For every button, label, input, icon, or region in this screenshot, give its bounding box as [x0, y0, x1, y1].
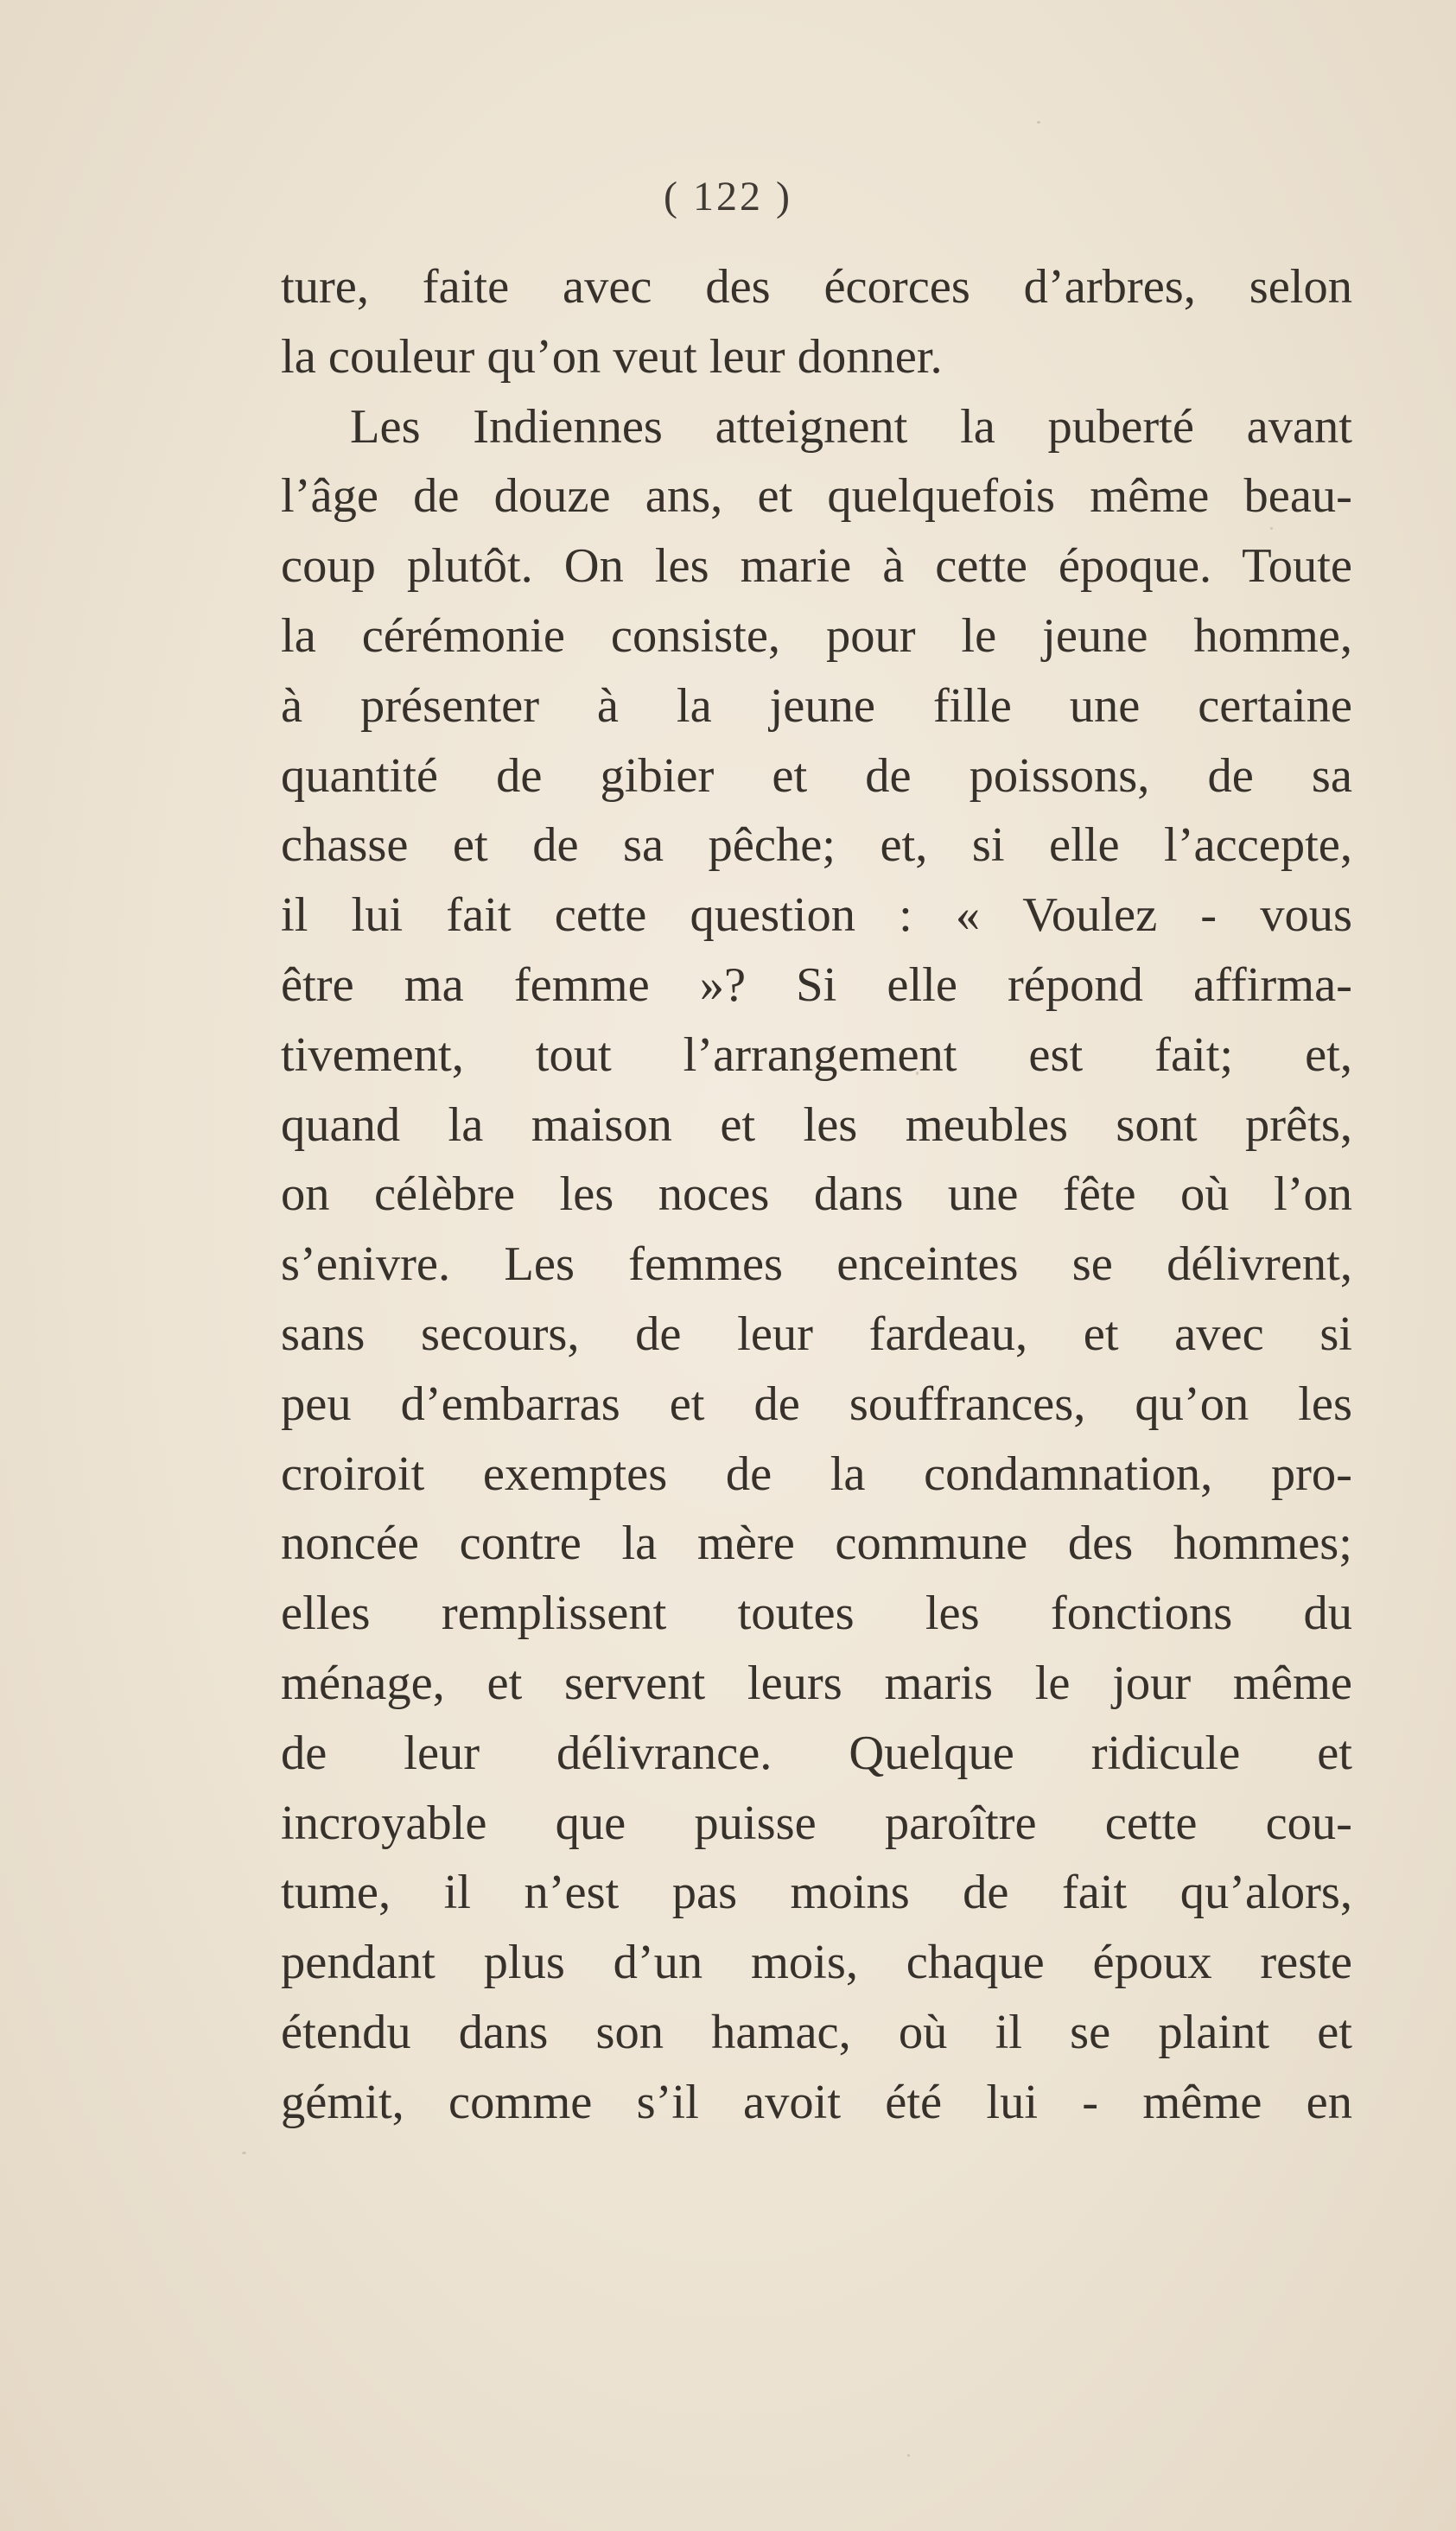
- body-text: [281, 252, 1352, 2138]
- text-line: ture, faite avec des écorces d’arbres, selon: [281, 260, 1352, 314]
- text-line: noncée contre la mère commune des hommes;: [281, 1517, 1352, 1571]
- text-line: s’enivre. Les femmes enceintes se délivrent,: [281, 1237, 1352, 1292]
- text-line: sans secours, de leur fardeau, et avec si: [281, 1307, 1352, 1361]
- text-line: ménage, et servent leurs maris le jour même: [281, 1656, 1352, 1710]
- paper-speck: [242, 2152, 246, 2154]
- paper-speck: [907, 2454, 910, 2457]
- text-line: on célèbre les noces dans une fête où l’on: [281, 1167, 1352, 1222]
- text-line: quantité de gibier et de poissons, de sa: [281, 748, 1352, 803]
- text-line: à présenter à la jeune fille une certaine: [281, 678, 1352, 733]
- text-line: être ma femme »? Si elle répond affirma-: [281, 957, 1352, 1012]
- text-line: la couleur qu’on veut leur donner.: [281, 329, 943, 384]
- text-line: chasse et de sa pêche; et, si elle l’accepte,: [281, 818, 1352, 873]
- text-line: coup plutôt. On les marie à cette époque. Toute: [281, 539, 1352, 594]
- text-line: quand la maison et les meubles sont prêts,: [281, 1097, 1352, 1152]
- text-line: elles remplissent toutes les fonctions du: [281, 1587, 1352, 1641]
- paper-speck: [1037, 121, 1040, 124]
- text-line: gémit, comme s’il avoit été lui - même en: [281, 2075, 1352, 2129]
- text-line: tume, il n’est pas moins de fait qu’alors,: [281, 1866, 1352, 1920]
- text-line: pendant plus d’un mois, chaque époux reste: [281, 1936, 1352, 1990]
- text-line: peu d’embarras et de souffrances, qu’on les: [281, 1377, 1352, 1431]
- text-line: de leur délivrance. Quelque ridicule et: [281, 1726, 1352, 1780]
- text-line: l’âge de douze ans, et quelquefois même beau-: [281, 469, 1352, 524]
- text-line: étendu dans son hamac, où il se plaint et: [281, 2005, 1352, 2059]
- text-line: incroyable que puisse paroître cette cou-: [281, 1796, 1352, 1850]
- text-line: la cérémonie consiste, pour le jeune homme,: [281, 608, 1352, 663]
- text-line: tivement, tout l’arrangement est fait; et,: [281, 1027, 1352, 1082]
- page-number: ( 122 ): [664, 174, 792, 219]
- text-line: il lui fait cette question : « Voulez - vous: [281, 888, 1352, 943]
- text-line: Les Indiennes atteignent la puberté avant: [350, 399, 1352, 454]
- text-line: croiroit exemptes de la condamnation, pro-: [281, 1447, 1352, 1501]
